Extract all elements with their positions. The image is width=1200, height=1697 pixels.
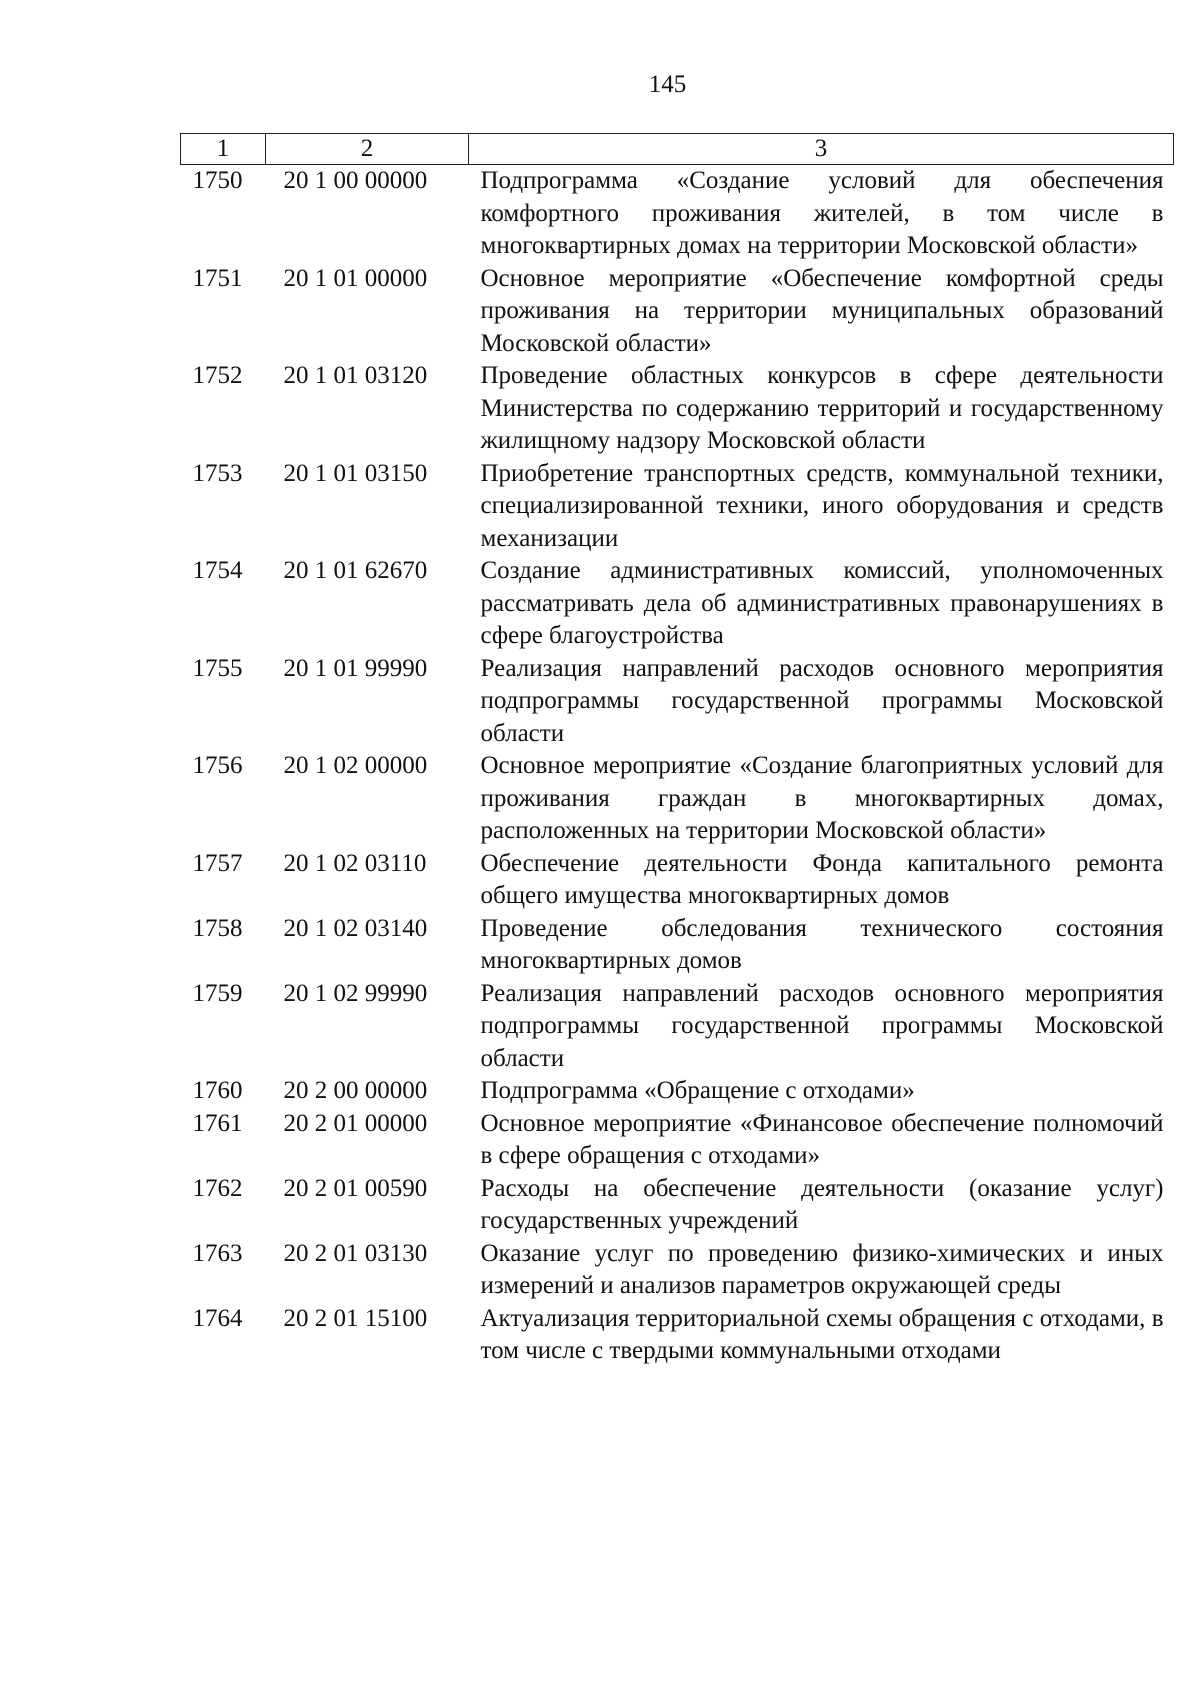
row-description-cell: Приобретение транспортных средств, коммунальной техники, специализированной техники, иного оборудования и средств механизации <box>480 459 1164 552</box>
row-code-cell: 20 1 00 00000 <box>283 167 428 194</box>
row-description-cell: Реализация направлений расходов основного мероприятия подпрограммы государственной программы Московской области <box>480 979 1164 1072</box>
table-row <box>181 555 1174 653</box>
page-number: 145 <box>648 71 687 98</box>
row-description-cell: Оказание услуг по проведению физико-химических и иных измерений и анализов параметров окружающей среды <box>480 1239 1164 1299</box>
row-code-cell: 20 1 02 03140 <box>283 914 428 942</box>
column-header-3: 3 <box>469 134 1174 165</box>
row-code-cell: 20 1 02 99990 <box>283 979 428 1007</box>
row-code-cell: 20 1 01 03150 <box>283 459 428 487</box>
row-code-cell: 20 1 02 00000 <box>283 752 428 779</box>
table-row <box>181 1238 1174 1303</box>
row-description-cell: Проведение областных конкурсов в сфере деятельности Министерства по содержанию территорий и государственному жилищному надзору Московской области <box>480 362 1164 454</box>
row-description-cell: Актуализация территориальной схемы обращения с отходами, в том числе с твердыми коммунальными отходами <box>480 1304 1164 1364</box>
row-code-cell: 20 1 01 00000 <box>283 264 428 292</box>
row-code-cell: 20 1 02 03110 <box>283 849 427 877</box>
row-description-cell: Создание административных комиссий, уполномоченных рассматривать дела об административных правонарушениях в сфере благоустройства <box>480 557 1164 649</box>
table-row <box>181 1075 1174 1108</box>
row-code-cell: 20 2 01 00590 <box>283 1174 428 1202</box>
table-row <box>181 913 1174 978</box>
row-number-cell: 1761 <box>192 1109 243 1137</box>
row-code-cell: 20 2 01 15100 <box>283 1304 428 1332</box>
row-code-cell: 20 1 01 62670 <box>283 557 428 584</box>
table-row <box>181 978 1174 1076</box>
row-number-cell: 1752 <box>192 362 243 389</box>
row-code-cell: 20 2 00 00000 <box>283 1077 428 1104</box>
row-number-cell: 1756 <box>192 752 243 779</box>
row-number-cell: 1760 <box>192 1077 243 1104</box>
table-row <box>181 165 1174 263</box>
row-code-cell: 20 2 01 03130 <box>283 1239 428 1267</box>
table-row <box>181 1108 1174 1173</box>
row-code-cell: 20 1 01 03120 <box>283 362 428 389</box>
row-description-cell: Основное мероприятие «Обеспечение комфортной среды проживания на территории муниципальных образований Московской области» <box>480 264 1164 357</box>
row-description-cell: Реализация направлений расходов основного мероприятия подпрограммы государственной программы Московской области <box>480 654 1164 747</box>
row-number-cell: 1755 <box>192 654 243 682</box>
row-number-cell: 1758 <box>192 914 243 942</box>
row-description-cell: Основное мероприятие «Финансовое обеспечение полномочий в сфере обращения с отходами» <box>480 1109 1164 1169</box>
table-row <box>181 1173 1174 1238</box>
row-description-cell: Проведение обследования технического состояния многоквартирных домов <box>480 914 1164 974</box>
row-number-cell: 1753 <box>192 459 243 487</box>
row-description-cell: Подпрограмма «Обращение с отходами» <box>480 1077 915 1104</box>
table-row <box>181 263 1174 361</box>
column-header-1: 1 <box>181 134 266 165</box>
table-header <box>181 134 1174 165</box>
row-number-cell: 1764 <box>192 1304 243 1332</box>
row-description-cell: Расходы на обеспечение деятельности (оказание услуг) государственных учреждений <box>480 1174 1164 1234</box>
row-number-cell: 1759 <box>192 979 243 1007</box>
row-code-cell: 20 1 01 99990 <box>283 654 428 682</box>
budget-classification-table <box>180 133 1174 1368</box>
row-description-cell: Обеспечение деятельности Фонда капитального ремонта общего имущества многоквартирных домов <box>480 849 1164 909</box>
row-number-cell: 1757 <box>192 849 243 877</box>
row-description-cell: Основное мероприятие «Создание благоприятных условий для проживания граждан в многоквартирных домах, расположенных на территории Московской области» <box>480 752 1164 844</box>
header-row <box>181 134 1174 165</box>
table-row <box>181 360 1174 458</box>
table-row <box>181 1303 1174 1368</box>
row-description-cell: Подпрограмма «Создание условий для обеспечения комфортного проживания жителей, в том числе в многоквартирных домах на территории Московской области» <box>480 167 1164 259</box>
row-number-cell: 1750 <box>192 167 243 194</box>
row-number-cell: 1762 <box>192 1174 243 1202</box>
column-header-2: 2 <box>266 134 469 165</box>
table-row <box>181 653 1174 751</box>
table-row <box>181 848 1174 913</box>
row-code-cell: 20 2 01 00000 <box>283 1109 428 1137</box>
table-body <box>181 165 1174 1368</box>
row-number-cell: 1751 <box>192 264 243 292</box>
row-number-cell: 1763 <box>192 1239 243 1267</box>
table-row <box>181 458 1174 556</box>
table-row <box>181 750 1174 848</box>
row-number-cell: 1754 <box>192 557 243 584</box>
